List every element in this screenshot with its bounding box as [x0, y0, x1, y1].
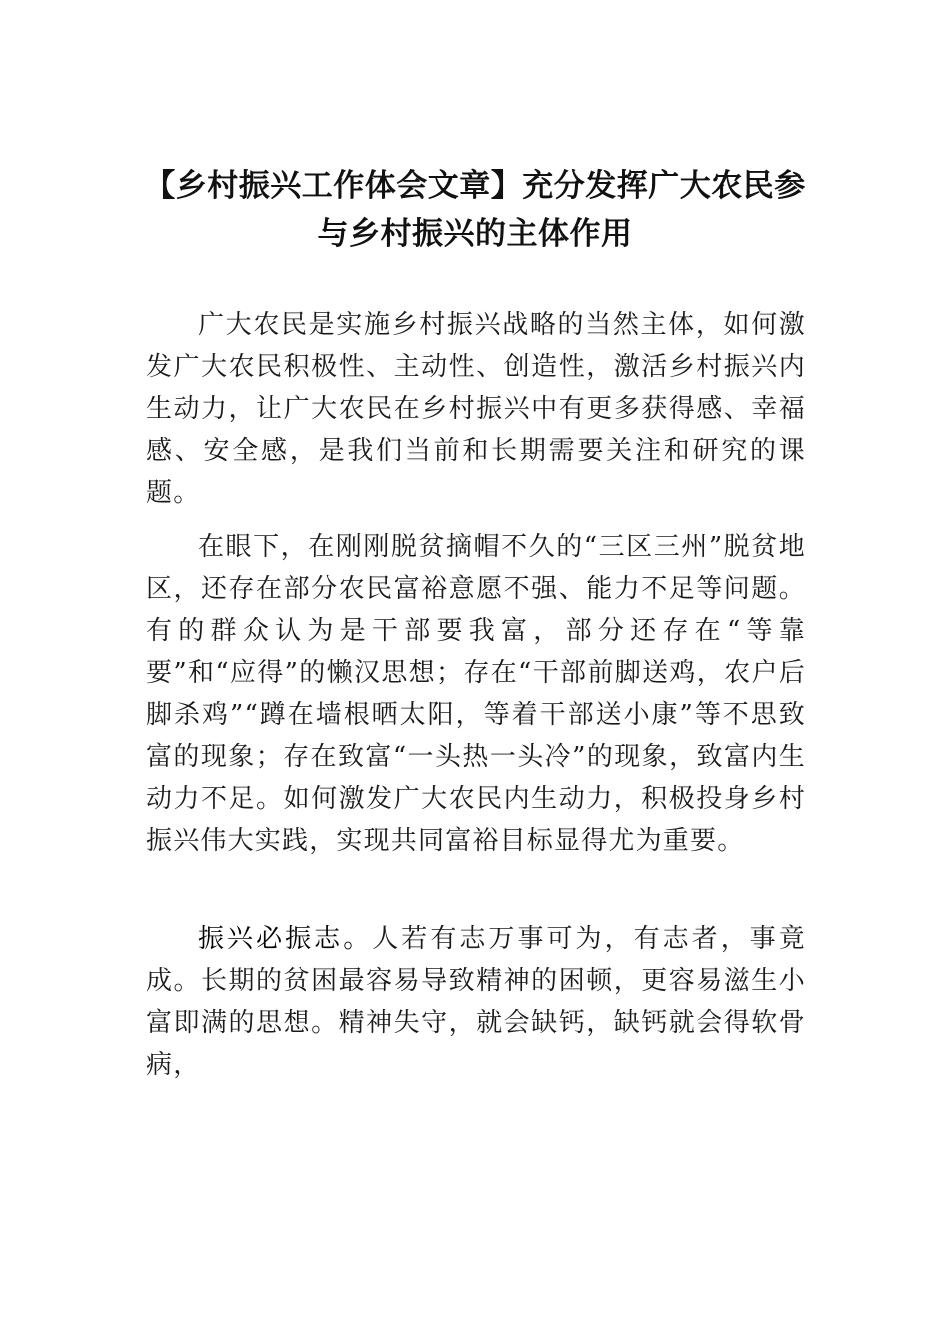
paragraph-2: 在眼下，在刚刚脱贫摘帽不久的“三区三州”脱贫地区，还存在部分农民富裕意愿不强、能力不足等问题。有的群众认为是干部要我富，部分还存在“等靠要”和“应得”的懒汉思想；存在“干部前脚送鸡，农户后脚杀鸡”“蹲在墙根晒太阳，等着干部送小康”等不思致富的现象；存在致富“一头热一头冷”的现象，致富内生动力不足。如何激发广大农民内生动力，积极投身乡村振兴伟大实践，实现共同富裕目标显得尤为重要。 [146, 532, 806, 856]
paragraph-3-body: 人若有志万事可为，有志者，事竟成。长期的贫困最容易导致精神的困顿，更容易滋生小富即满的思想。精神失守，就会缺钙，缺钙就会得软骨病， [146, 924, 806, 1080]
paragraph-1: 广大农民是实施乡村振兴战略的当然主体，如何激发广大农民积极性、主动性、创造性，激活乡村振兴内生动力，让广大农民在乡村振兴中有更多获得感、幸福感、安全感，是我们当前和长期需要关注和研究的课题。 [146, 310, 806, 508]
paragraph-3-lead-heading: 振兴必振志。 [198, 924, 373, 954]
document-title: 【乡村振兴工作体会文章】充分发挥广大农民参与乡村振兴的主体作用 [144, 168, 806, 252]
paragraph-3 [146, 918, 806, 1086]
